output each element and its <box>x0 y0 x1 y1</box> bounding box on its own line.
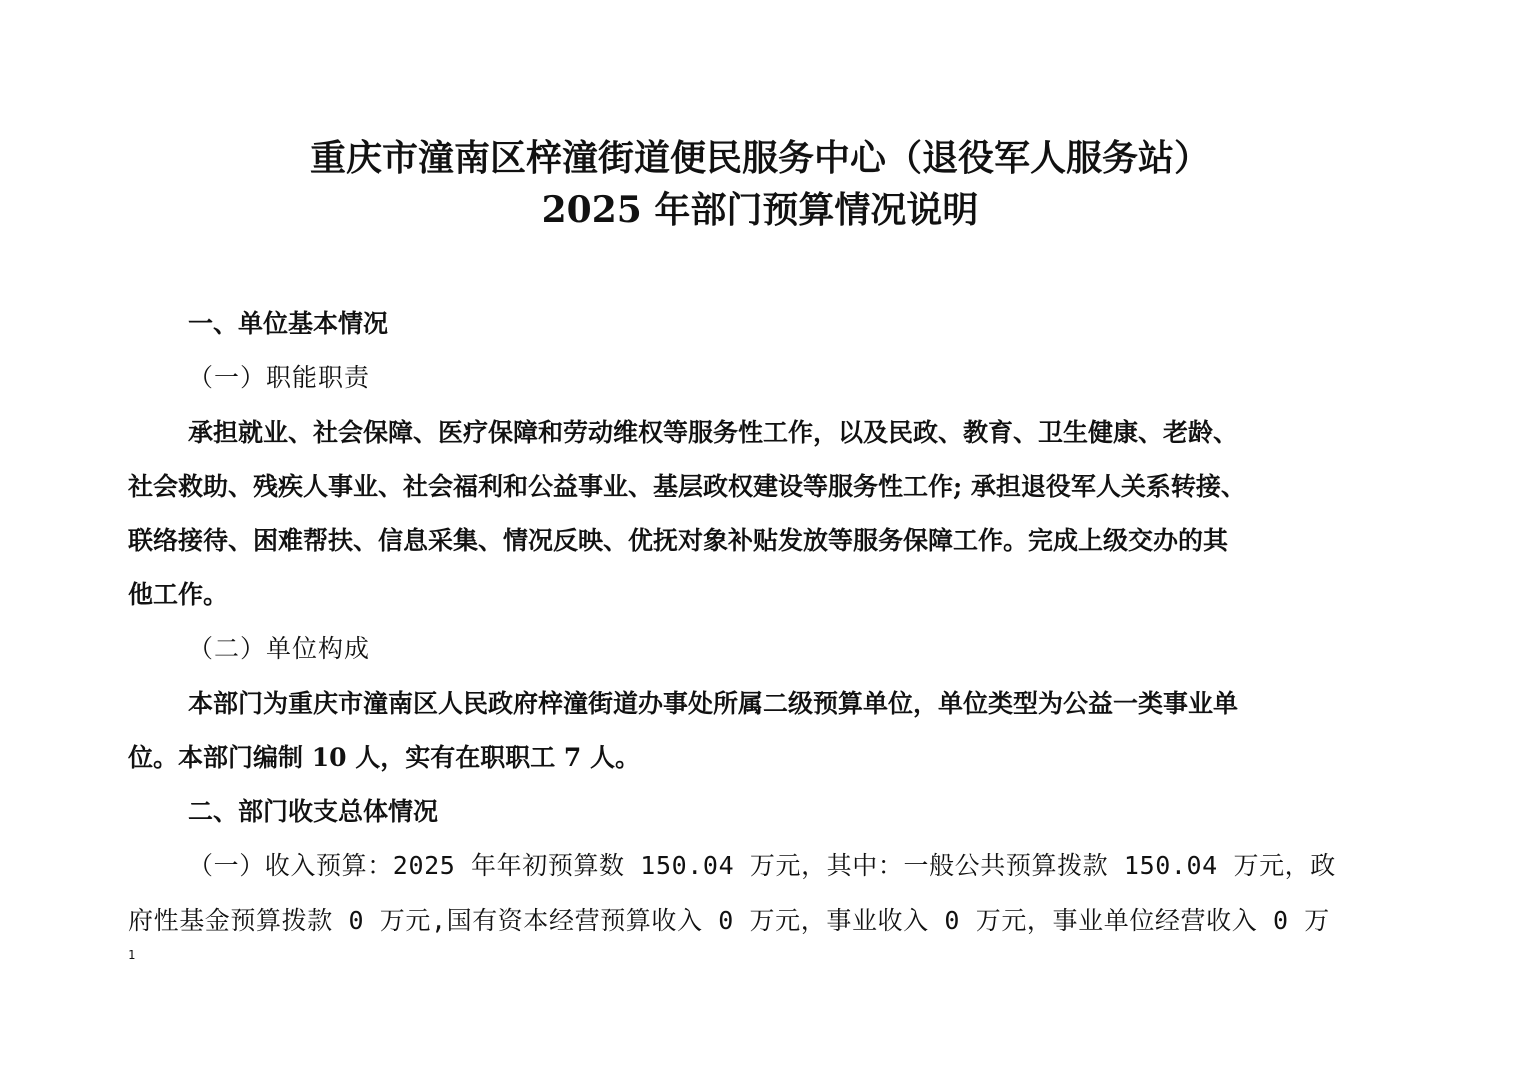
duty-paragraph-line4: 他工作。 <box>128 580 229 609</box>
section2-heading: 二、部门收支总体情况 <box>188 797 439 826</box>
composition-paragraph-line1: 本部门为重庆市潼南区人民政府梓潼街道办事处所属二级预算单位，单位类型为公益一类事业单 <box>188 689 1239 718</box>
section1-sub1-heading: （一）职能职责 <box>188 363 371 392</box>
document-title-line2: 2025 年部门预算情况说明 <box>541 189 979 231</box>
page-number: 1 <box>128 948 136 962</box>
income-paragraph-line1: （一）收入预算：2025 年年初预算数 150.04 万元，其中：一般公共预算拨款 150.04 万元，政 <box>188 851 1336 880</box>
section1-heading: 一、单位基本情况 <box>188 309 389 338</box>
composition-paragraph-line2: 位。本部门编制 10 人，实有在职职工 7 人。 <box>128 743 641 772</box>
income-paragraph-line2: 府性基金预算拨款 0 万元,国有资本经营预算收入 0 万元，事业收入 0 万元，事业单位经营收入 0 万 <box>128 906 1330 935</box>
duty-paragraph-line1: 承担就业、社会保障、医疗保障和劳动维权等服务性工作，以及民政、教育、卫生健康、老龄、 <box>188 418 1239 447</box>
duty-paragraph-line2: 社会救助、残疾人事业、社会福利和公益事业、基层政权建设等服务性工作; 承担退役军人关系转接、 <box>128 472 1246 501</box>
duty-paragraph-line3: 联络接待、困难帮扶、信息采集、情况反映、优抚对象补贴发放等服务保障工作。完成上级交办的其 <box>128 526 1229 555</box>
document-title-line1: 重庆市潼南区梓潼街道便民服务中心（退役军人服务站） <box>309 137 1210 179</box>
section1-sub2-heading: （二）单位构成 <box>188 634 371 663</box>
